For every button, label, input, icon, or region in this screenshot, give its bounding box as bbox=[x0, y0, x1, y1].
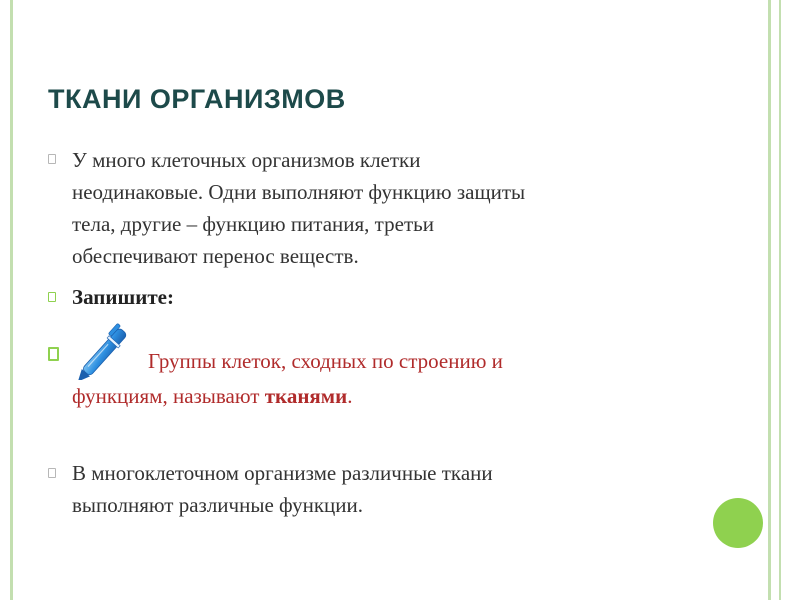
definition-text bbox=[72, 380, 352, 412]
right-border-line-outer bbox=[779, 0, 781, 600]
green-circle-decoration bbox=[713, 498, 763, 548]
instruction-text: Запишите: bbox=[72, 285, 174, 309]
text-line: выполняют различные функции. bbox=[72, 493, 364, 517]
conclusion-paragraph bbox=[72, 457, 493, 521]
definition-prefix: функциям, называют bbox=[72, 384, 265, 408]
left-border-line bbox=[10, 0, 13, 600]
definition-line-2 bbox=[72, 380, 352, 412]
square-bullet-icon bbox=[46, 466, 58, 480]
intro-paragraph bbox=[72, 144, 525, 272]
text-line: В многоклеточном организме различные ткани bbox=[72, 461, 493, 485]
text-line: неодинаковые. Одни выполняют функцию защиты bbox=[72, 180, 526, 204]
text-line: У много клеточных организмов клетки bbox=[72, 148, 421, 172]
text-line: тела, другие – функцию питания, третьи bbox=[72, 212, 434, 236]
square-bullet-icon bbox=[46, 152, 58, 166]
term-tissues: тканями bbox=[264, 384, 348, 408]
pen-icon bbox=[72, 320, 142, 380]
definition-text: Группы клеток, сходных по строению и bbox=[148, 349, 503, 373]
definition-suffix: . bbox=[347, 384, 353, 408]
definition-line-1 bbox=[148, 345, 503, 377]
square-bullet-icon bbox=[46, 290, 58, 304]
text-line: обеспечивают перенос веществ. bbox=[72, 244, 359, 268]
slide-title: ТКАНИ ОРГАНИЗМОВ bbox=[48, 84, 346, 114]
instruction-paragraph bbox=[72, 281, 174, 313]
square-bullet-icon bbox=[45, 345, 61, 363]
right-border-line bbox=[768, 0, 771, 600]
